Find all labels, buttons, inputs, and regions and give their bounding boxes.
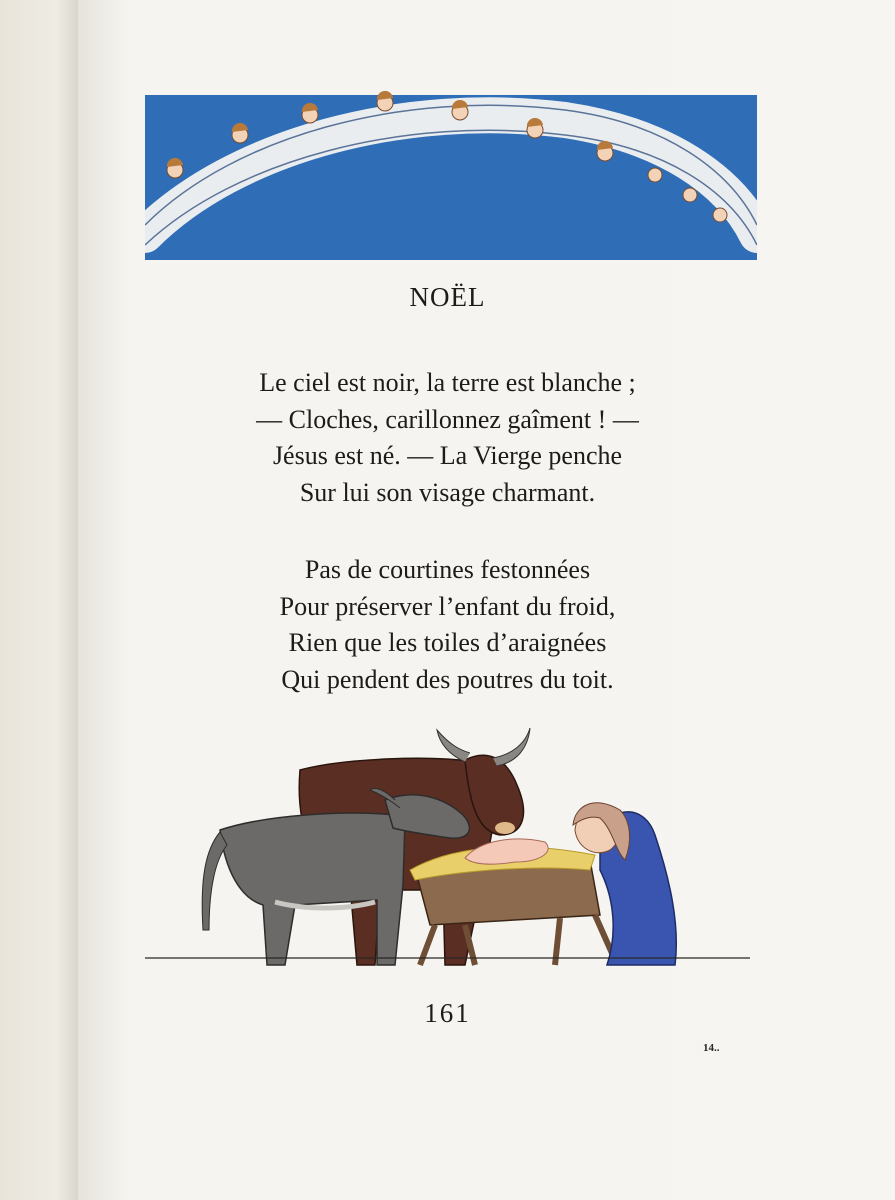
verse-line: Pour préserver l’enfant du froid, <box>279 591 616 621</box>
ox-horn-right <box>493 728 530 766</box>
page-number: 161 <box>424 998 471 1028</box>
nativity-illustration <box>145 720 757 970</box>
poem-title: NOËL <box>409 282 486 312</box>
verse-line: Qui pendent des poutres du toit. <box>281 664 614 694</box>
verse-line: Sur lui son visage charmant. <box>299 477 596 507</box>
stanza-1 <box>0 365 895 511</box>
verse-line: Le ciel est noir, la terre est blanche ; <box>259 368 636 397</box>
ox-horn-left <box>437 730 470 762</box>
signature-mark: 14.. <box>703 1042 720 1054</box>
donkey-body <box>220 813 405 965</box>
donkey-tail <box>202 832 227 930</box>
stanza-2 <box>0 552 895 698</box>
verse-line: Rien que les toiles d’araignées <box>288 628 607 657</box>
verse-line: — Cloches, carillonnez gaîment ! — <box>256 404 639 434</box>
angels-illustration <box>145 85 757 260</box>
verse-line: Pas de courtines festonnées <box>304 555 591 584</box>
ox-muzzle <box>495 822 515 834</box>
verse-line: Jésus est né. — La Vierge penche <box>272 441 623 470</box>
